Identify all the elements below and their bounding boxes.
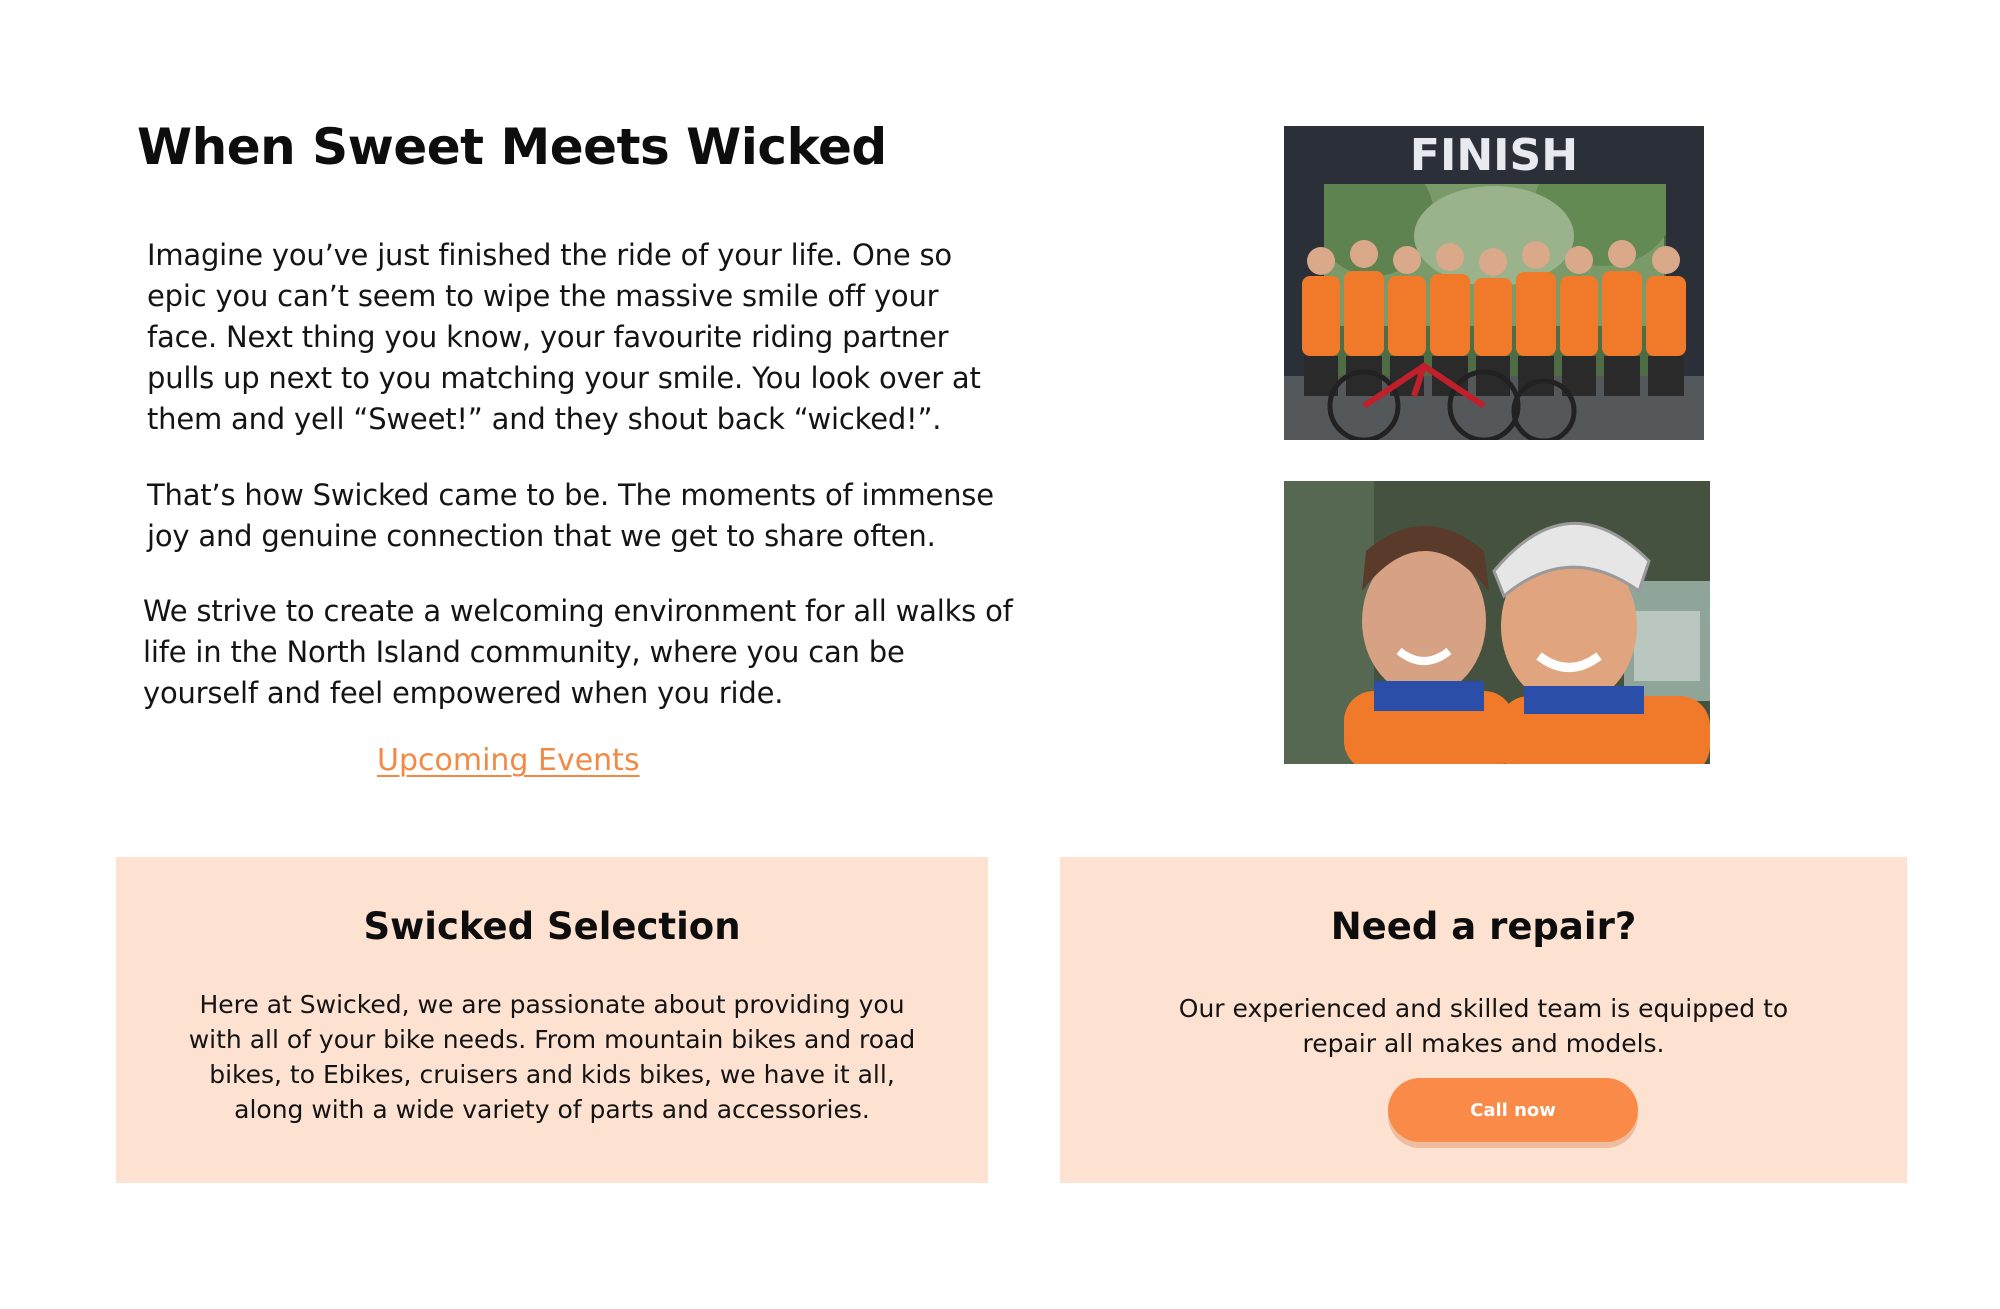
repair-card: [1060, 857, 1907, 1183]
swicked-selection-card: [116, 857, 988, 1183]
community-paragraph: We strive to create a welcoming environment for all walks of life in the North Island community, where you can be yourself and feel empowered when you ride.: [143, 594, 1013, 710]
couple-cyclists-photo: [1284, 481, 1710, 764]
hero-title: When Sweet Meets Wicked: [137, 118, 887, 176]
intro-paragraph: Imagine you’ve just finished the ride of your life. One so epic you can’t seem to wipe the massive smile off your face. Next thing you know, your favourite riding partner pulls up next to you matching your smile. You look over at them and yell “Sweet!” and they shout back “wicked!”.: [147, 238, 981, 436]
call-now-button[interactable]: Call now: [1388, 1078, 1638, 1142]
upcoming-events-link[interactable]: Upcoming Events: [377, 743, 640, 778]
origin-paragraph: That’s how Swicked came to be. The moments of immense joy and genuine connection that we get to share often.: [147, 478, 994, 553]
selection-card-title: Swicked Selection: [363, 905, 741, 948]
repair-card-body: Our experienced and skilled team is equipped to repair all makes and models.: [1178, 994, 1789, 1058]
finish-line-group-photo: [1284, 126, 1704, 440]
finish-banner-text: FINISH: [1409, 130, 1579, 181]
group-cyclists-photo-icon: [1284, 126, 1704, 440]
couple-cyclists-photo-icon: [1284, 481, 1710, 764]
repair-card-title: Need a repair?: [1330, 905, 1637, 948]
selection-card-body: Here at Swicked, we are passionate about providing you with all of your bike needs. From mountain bikes and road bikes, to Ebikes, cruisers and kids bikes, we have it all, along with a wide variety of parts and accessories.: [188, 990, 916, 1124]
